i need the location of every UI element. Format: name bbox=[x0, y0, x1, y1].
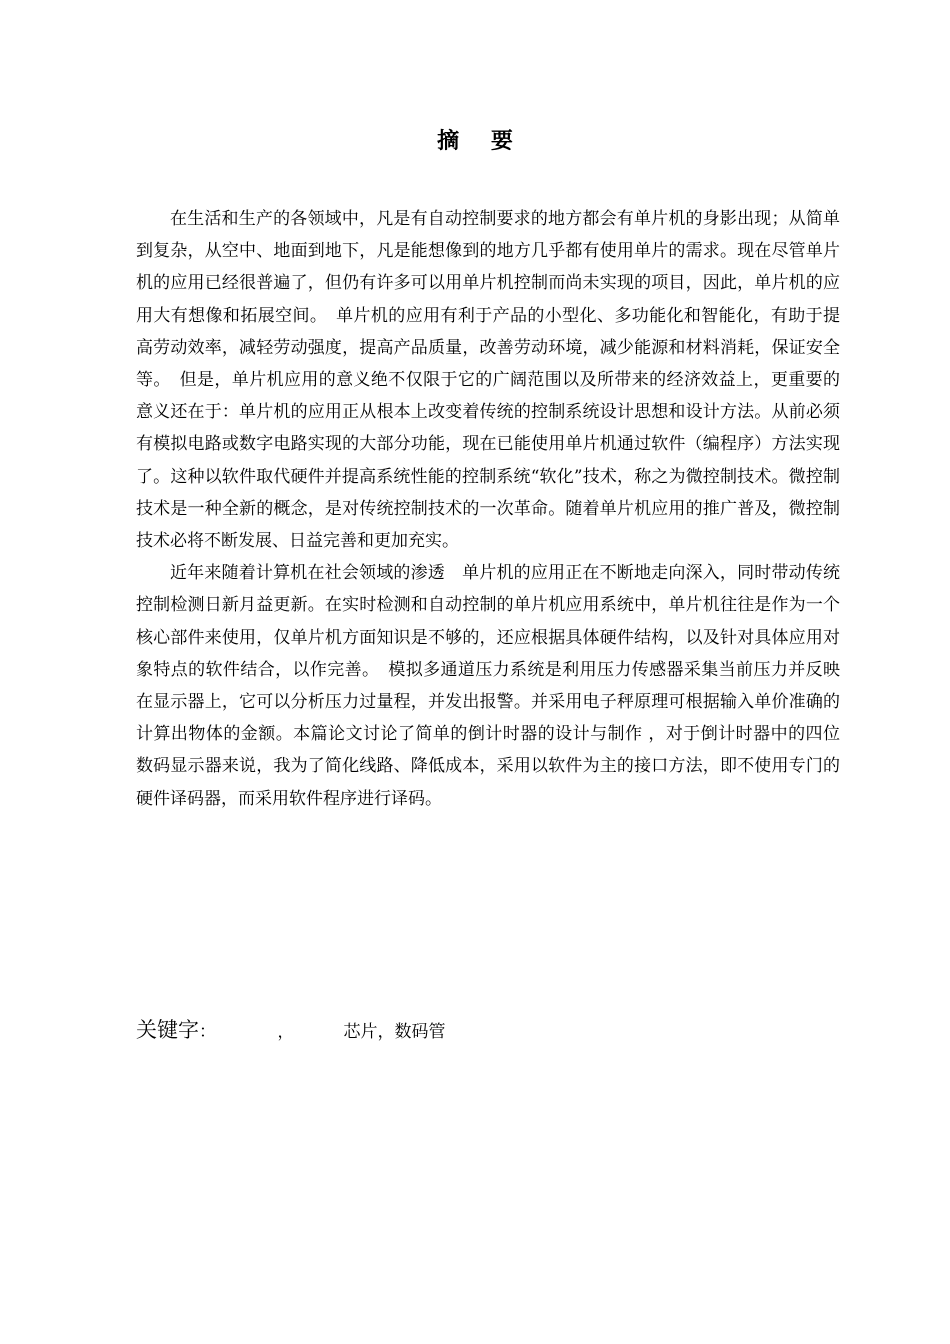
keywords-line bbox=[136, 1014, 840, 1044]
abstract-body bbox=[136, 203, 863, 815]
keywords-separator: ， bbox=[277, 1022, 294, 1041]
abstract-paragraph-2: 近年来随着计算机在社会领域的渗透 单片机的应用正在不断地走向深入，同时带动传统控制检测日新月益更新。在实时检测和自动控制的单片机应用系统中，单片机往往是作为一个核心部件来使用，仅单片机方面知识是不够的，还应根据具体硬件结构，以及针对具体应用对象特点的软件结合，以作完善。 模拟多通道压力系统是利用压力传感器采集当前压力并反映在显示器上，它可以分析压力过量程，并发出报警。并采用电子秤原理可根据输入单价准确的计算出物体的金额。本篇论文讨论了简单的倒计时器的设计与制作 ，对于倒计时器中的四位 数码显示器来说，我为了简化线路、降低成本，采用以软件为主的接口方法，即不使用专门的硬件译码器，而采用软件程序进行译码。 bbox=[136, 563, 863, 809]
page-title: 摘 要 bbox=[437, 129, 525, 154]
keywords-label: 关键字 bbox=[136, 1018, 199, 1042]
abstract-paragraph-1: 在生活和生产的各领域中，凡是有自动控制要求的地方都会有单片机的身影出现；从简单到复杂，从空中、地面到地下，凡是能想像到的地方几乎都有使用单片的需求。现在尽管单片机的应用已经很普遍了，但仍有许多可以用单片机控制而尚未实现的项目，因此，单片机的应用大有想像和拓展空间。 单片机的应用有利于产品的小型化、多功能化和智能化，有助于提高劳动效率，减轻劳动强度，提高产品质量，改善劳动环境，减少能源和材料消耗，保证安全等。 但是，单片机应用的意义绝不仅限于它的广阔范围以及所带来的经济效益上，更重要的意义还在于：单片机的应用正从根本上改变着传统的控制系统设计思想和设计方法。从前必须有模拟电路或数字电路实现的大部分功能，现在已能使用单片机通过软件（编程序）方法实现了。这种以软件取代硬件并提高系统性能的控制系统“软化”技术，称之为微控制技术。微控制技术是一种全新的概念，是对传统控制技术的一次革命。随着单片机应用的推广普及，微控制技术必将不断发展、日益完善和更加充实。 bbox=[136, 209, 840, 552]
keywords-value: 芯片，数码管 bbox=[343, 1022, 446, 1042]
keywords-colon: ： bbox=[199, 1022, 208, 1042]
